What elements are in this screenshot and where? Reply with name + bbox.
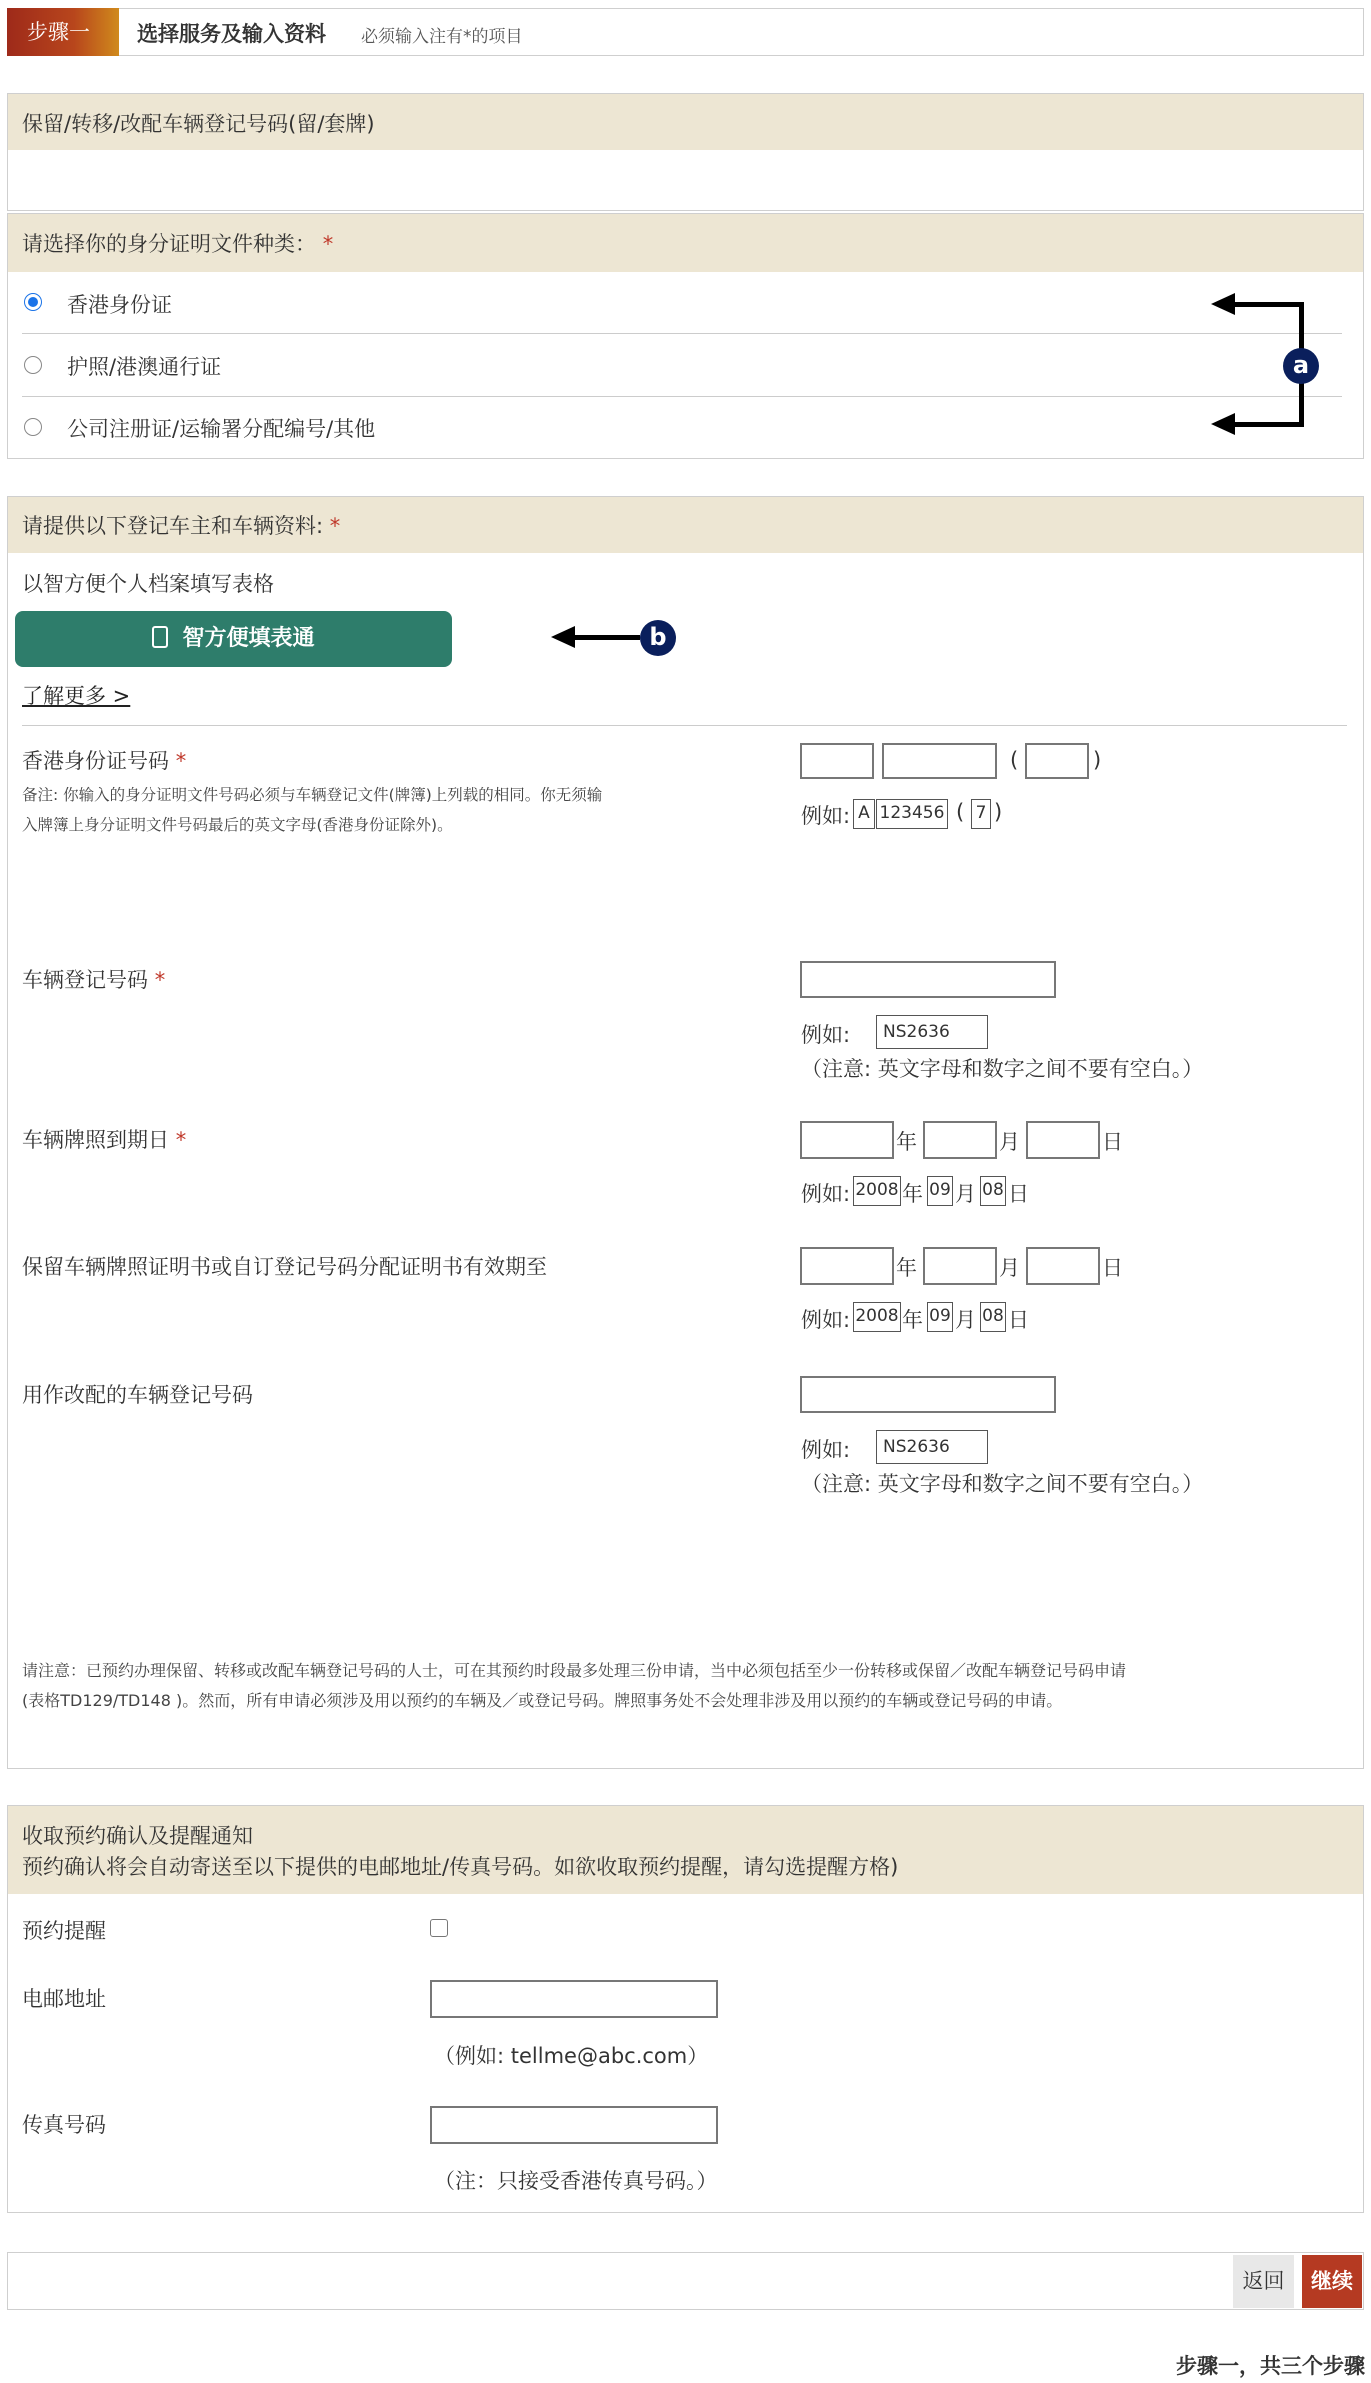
hkid-number-input[interactable] (882, 743, 997, 779)
action-bar (7, 2252, 1364, 2310)
owner-section (7, 496, 1364, 1730)
month-unit: 月 (999, 1256, 1020, 1280)
new-reg-mark-example-label: 例如: (801, 1438, 851, 1462)
back-button-label: 返回 (1242, 2269, 1285, 2293)
annotation-b-badge (640, 620, 676, 656)
reg-mark-label-text: 车辆登记号码 (22, 968, 148, 992)
new-reg-mark-label: 用作改配的车辆登记号码 (22, 1383, 253, 1407)
hkid-example-close-paren: ) (994, 800, 1003, 824)
licence-expiry-month-input[interactable] (923, 1121, 997, 1159)
reminder-title-line1: 收取预约确认及提醒通知 (22, 1824, 253, 1848)
hkid-example-label: 例如: (801, 804, 851, 828)
owner-title-text: 请提供以下登记车主和车辆资料: (22, 514, 324, 538)
radio-hkid[interactable] (24, 293, 42, 311)
step-badge-label: 步骤一 (27, 20, 90, 44)
year-unit: 年 (902, 1182, 923, 1206)
hkid-prefix-input[interactable] (800, 743, 874, 779)
retention-expiry-example-month: 09 (927, 1302, 953, 1332)
hkid-label (22, 745, 186, 775)
hkid-example-open-paren: ( (956, 800, 965, 824)
id-type-title-text: 请选择你的身分证明文件种类： (22, 232, 316, 256)
month-unit: 月 (955, 1308, 976, 1332)
annotation-a-bottom-line (1230, 422, 1304, 427)
annotation-a-top-line (1230, 302, 1304, 307)
radio-company-label[interactable]: 公司注册证/运输署分配编号/其他 (67, 417, 376, 441)
radio-company[interactable] (24, 418, 42, 436)
day-unit: 日 (1102, 1256, 1123, 1280)
new-reg-mark-note: （注意: 英文字母和数字之间不要有空白。） (801, 1472, 1204, 1496)
step-badge (7, 8, 119, 56)
annotation-b-line (570, 635, 640, 640)
hkid-open-paren: ( (1010, 748, 1019, 772)
licence-expiry-year-input[interactable] (800, 1121, 894, 1159)
retention-expiry-month-input[interactable] (923, 1247, 997, 1285)
required-asterisk: * (154, 968, 166, 992)
step-progress-text: 步骤一，共三个步骤 (1176, 2354, 1365, 2378)
arrow-head-icon (1211, 413, 1237, 435)
radio-passport[interactable] (24, 356, 42, 374)
fax-label: 传真号码 (22, 2113, 106, 2137)
divider (22, 725, 1347, 726)
month-unit: 月 (999, 1130, 1020, 1154)
required-asterisk: * (175, 749, 187, 773)
hkid-example-number: 123456 (876, 799, 948, 829)
new-reg-mark-input[interactable] (800, 1376, 1056, 1413)
day-unit: 日 (1102, 1130, 1123, 1154)
notice-line1: 请注意：已预约办理保留、转移或改配车辆登记号码的人士，可在其预约时段最多处理三份申请，当中必须包括至少一份转移或保留／改配车辆登记号码申请 (22, 1661, 1127, 1680)
required-asterisk: * (322, 232, 334, 256)
learn-more-link[interactable]: 了解更多 > (22, 684, 131, 708)
year-unit: 年 (896, 1130, 917, 1154)
reminder-checkbox[interactable] (430, 1919, 448, 1937)
retention-expiry-year-input[interactable] (800, 1247, 894, 1285)
new-reg-mark-example-value: NS2636 (876, 1430, 988, 1464)
email-label: 电邮地址 (22, 1987, 106, 2011)
hkid-check-digit-input[interactable] (1025, 743, 1089, 779)
day-unit: 日 (1008, 1182, 1029, 1206)
licence-expiry-example-day: 08 (980, 1176, 1006, 1206)
radio-hkid-label[interactable]: 香港身份证 (67, 293, 172, 317)
required-note: 必须输入注有*的项目 (361, 27, 523, 47)
reg-mark-note: （注意: 英文字母和数字之间不要有空白。） (801, 1057, 1204, 1081)
continue-button[interactable] (1302, 2255, 1362, 2308)
hkid-label-text: 香港身份证号码 (22, 749, 169, 773)
radio-passport-label[interactable]: 护照/港澳通行证 (67, 355, 222, 379)
month-unit: 月 (955, 1182, 976, 1206)
year-unit: 年 (896, 1256, 917, 1280)
arrow-head-icon (1211, 293, 1237, 315)
hkid-note-line2: 入牌簿上身分证明文件号码最后的英文字母(香港身份证除外)。 (22, 816, 453, 834)
licence-expiry-example-month: 09 (927, 1176, 953, 1206)
service-title: 保留/转移/改配车辆登记号码(留/套牌) (22, 112, 375, 136)
licence-expiry-example-year: 2008 (853, 1176, 901, 1206)
reminder-title-line2: 预约确认将会自动寄送至以下提供的电邮地址/传真号码。如欲收取预约提醒，请勾选提醒方格) (22, 1855, 899, 1879)
owner-section-footer (7, 1729, 1364, 1769)
divider (22, 333, 1342, 334)
reg-mark-input[interactable] (800, 961, 1056, 998)
annotation-a-label: a (1292, 351, 1310, 379)
retention-expiry-day-input[interactable] (1026, 1247, 1100, 1285)
retention-expiry-example-year: 2008 (853, 1302, 901, 1332)
email-input[interactable] (430, 1980, 718, 2018)
iam-smart-hint: 以智方便个人档案填写表格 (22, 572, 274, 596)
step-title: 选择服务及输入资料 (137, 22, 326, 46)
retention-expiry-label: 保留车辆牌照证明书或自订登记号码分配证明书有效期至 (22, 1255, 547, 1279)
required-asterisk: * (329, 514, 341, 538)
notice-line2: (表格TD129/TD148 )。然而，所有申请必须涉及用以预约的车辆及／或登记号码。牌照事务处不会处理非涉及用以预约的车辆或登记号码的申请。 (22, 1691, 1063, 1710)
hkid-example-check: 7 (971, 799, 991, 829)
required-asterisk: * (175, 1128, 187, 1152)
id-type-title (22, 228, 333, 258)
reminder-label: 预约提醒 (22, 1919, 106, 1943)
email-example: （例如: tellme@abc.com） (434, 2044, 709, 2068)
hkid-note-line1: 备注: 你输入的身分证明文件号码必须与车辆登记文件(牌簿)上列载的相同。你无须输 (22, 786, 603, 804)
reg-mark-example-label: 例如: (801, 1023, 851, 1047)
back-button[interactable] (1233, 2255, 1294, 2308)
fax-input[interactable] (430, 2106, 718, 2144)
annotation-b-label: b (649, 623, 667, 651)
reg-mark-label (22, 964, 165, 994)
hkid-close-paren: ) (1093, 748, 1102, 772)
continue-button-label: 继续 (1311, 2269, 1353, 2293)
day-unit: 日 (1008, 1308, 1029, 1332)
retention-expiry-example-day: 08 (980, 1302, 1006, 1332)
annotation-a-badge (1283, 348, 1319, 384)
retention-expiry-example-label: 例如: (801, 1308, 851, 1332)
hkid-example-prefix: A (853, 799, 875, 829)
licence-expiry-label-text: 车辆牌照到期日 (22, 1128, 169, 1152)
divider (22, 396, 1342, 397)
iam-smart-button[interactable] (15, 611, 452, 667)
owner-title (22, 510, 340, 540)
iam-smart-button-label: 智方便填表通 (182, 626, 315, 651)
reg-mark-example-value: NS2636 (876, 1015, 988, 1049)
licence-expiry-label (22, 1124, 186, 1154)
step-progress (1176, 2350, 1365, 2380)
licence-expiry-example-label: 例如: (801, 1182, 851, 1206)
fax-note: （注：只接受香港传真号码。） (434, 2169, 718, 2193)
year-unit: 年 (902, 1308, 923, 1332)
iam-smart-icon (152, 626, 168, 648)
licence-expiry-day-input[interactable] (1026, 1121, 1100, 1159)
